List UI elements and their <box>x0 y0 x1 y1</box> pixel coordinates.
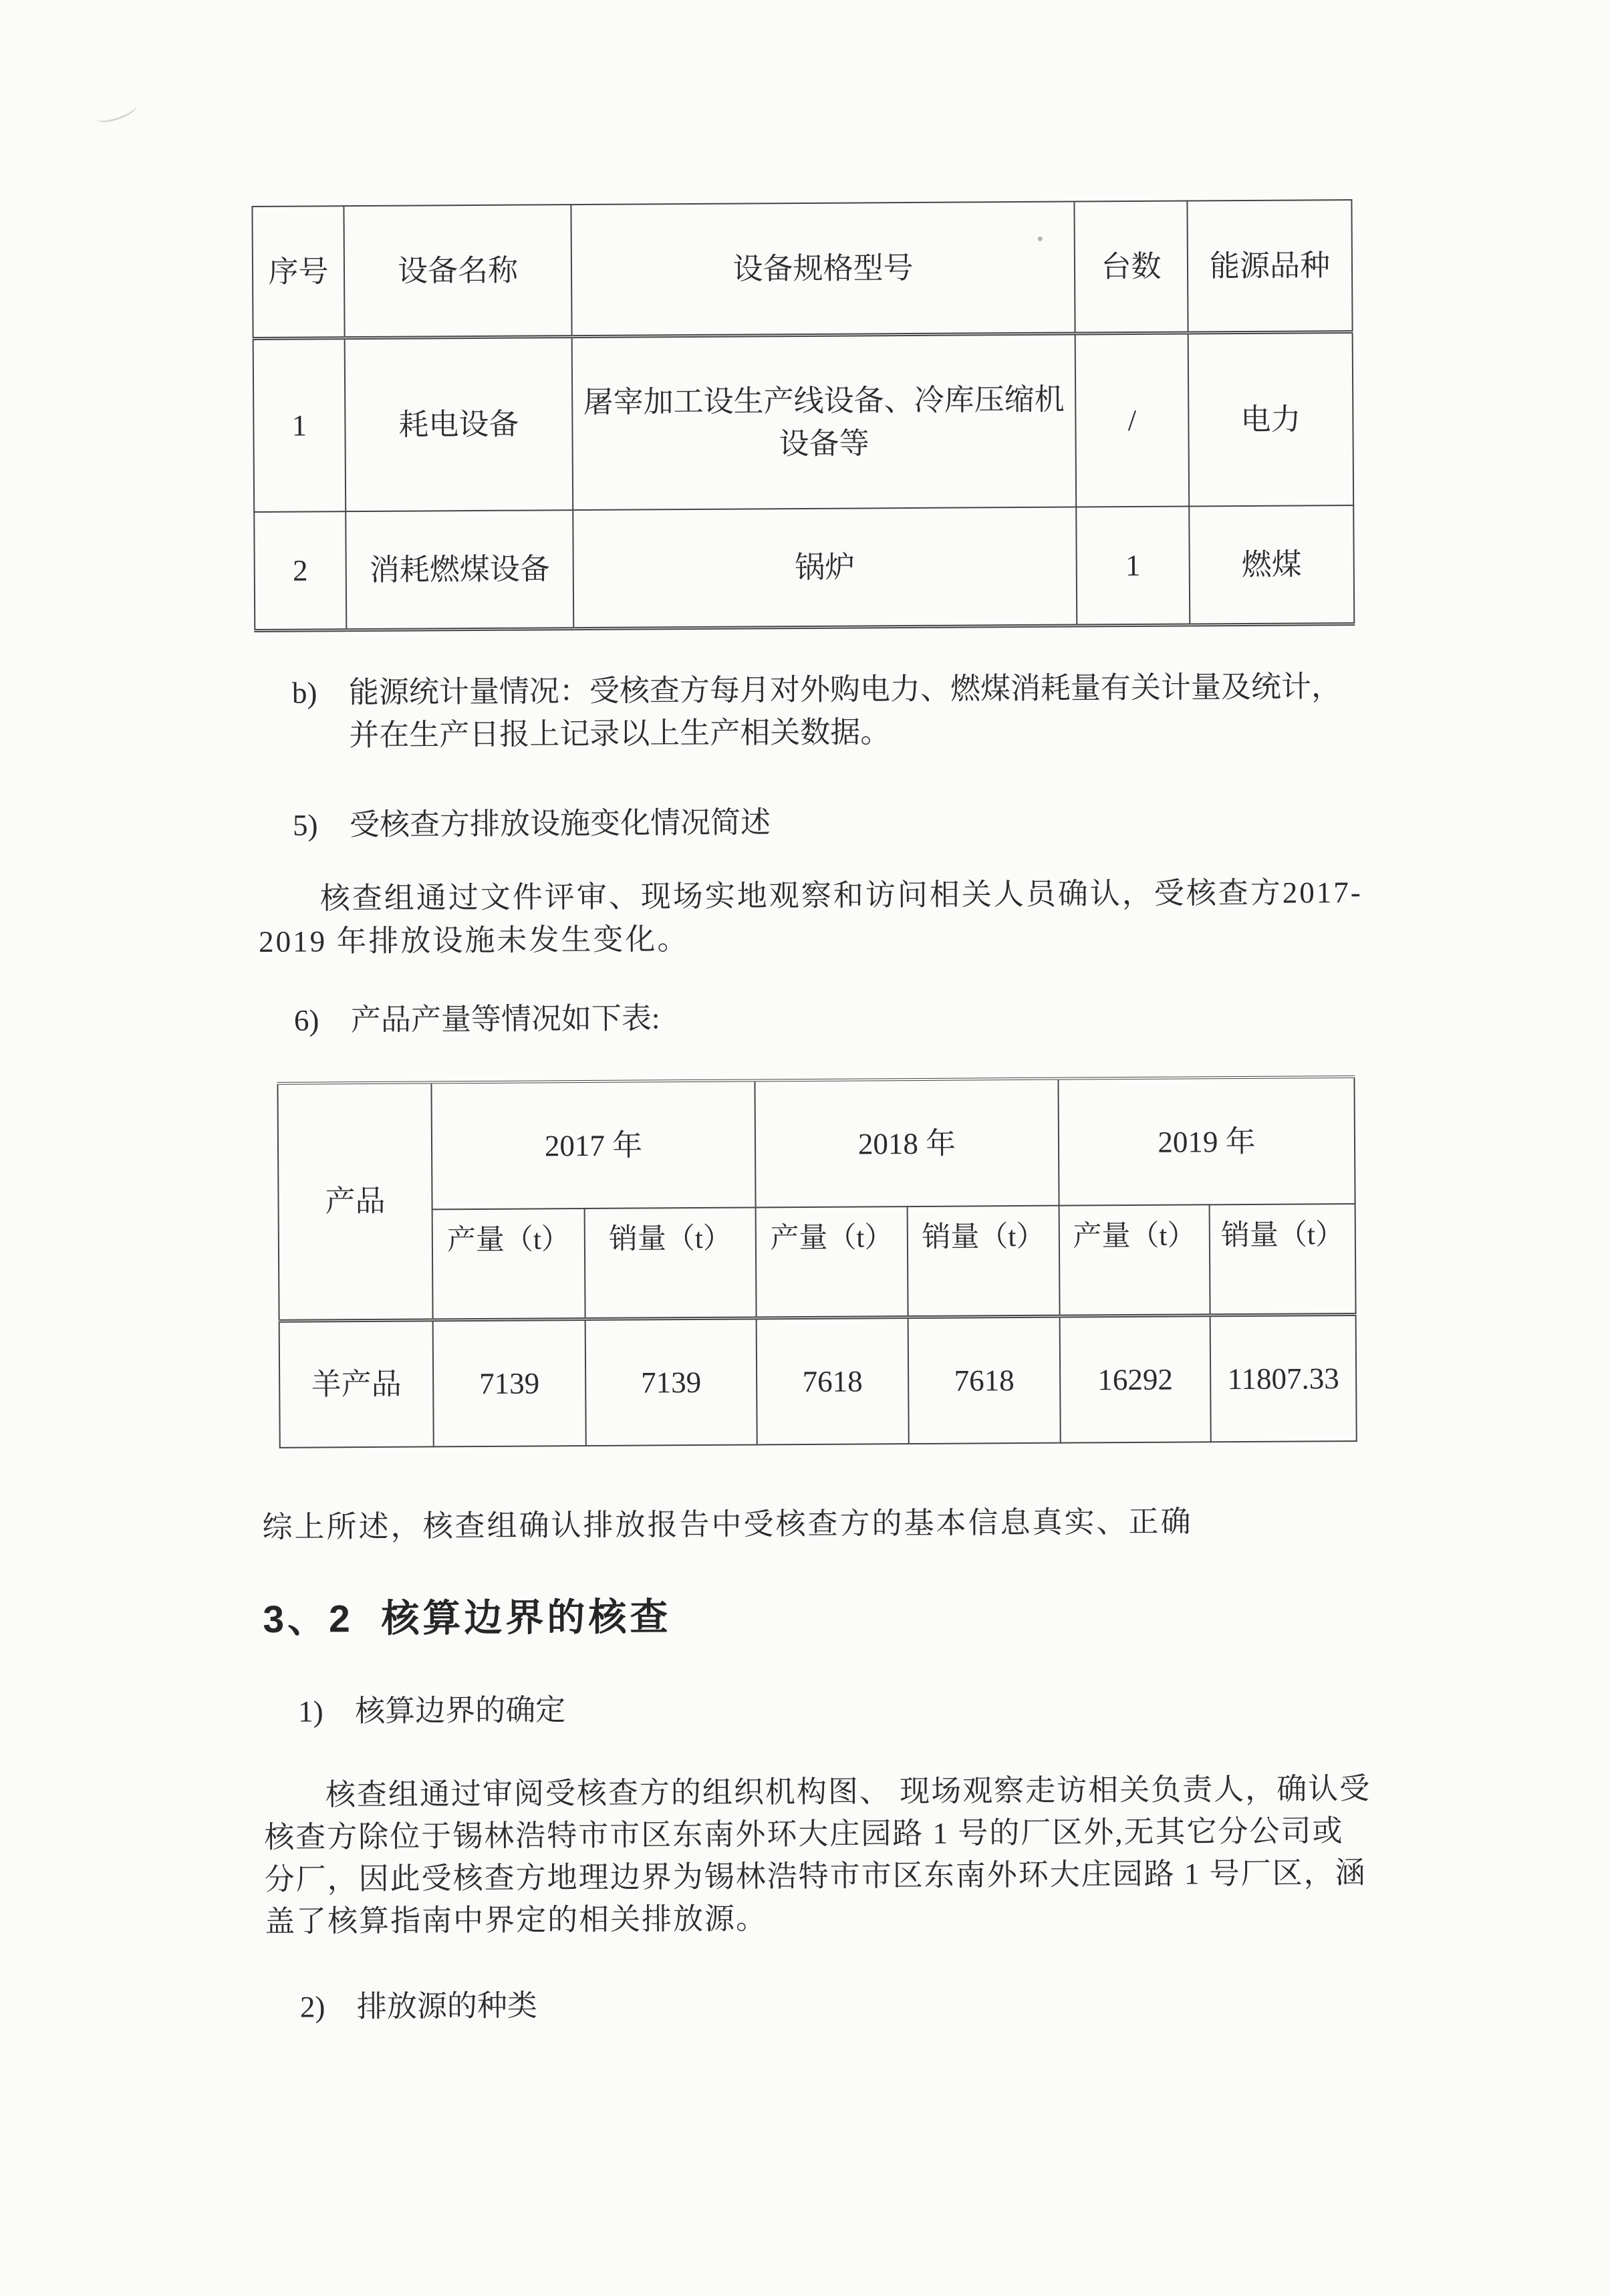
cell-value: 7618 <box>908 1316 1061 1444</box>
list-item-1 <box>298 1688 565 1733</box>
item-text: 能源统计量情况：受核查方每月对外购电力、燃煤消耗量有关计量及统计，并在生产日报上记录以上生产相关数据。 <box>348 670 1342 753</box>
item-label: 6) <box>293 1003 319 1037</box>
year-2018-cell: 2018 年 <box>755 1079 1059 1208</box>
header-unit-count: 台数 <box>1074 201 1188 333</box>
header-equipment-spec: 设备规格型号 <box>571 202 1075 337</box>
subheader-output: 产量（t） <box>1059 1204 1210 1315</box>
cell-serial-no: 1 <box>253 338 346 512</box>
product-table <box>277 1075 1357 1448</box>
cell-value: 7139 <box>585 1317 757 1446</box>
cell-equipment-spec: 屠宰加工设生产线设备、冷库压缩机设备等 <box>572 334 1077 511</box>
cell-value: 16292 <box>1060 1315 1211 1442</box>
item-label: 5) <box>292 808 318 842</box>
subheader-sales: 销量（t） <box>585 1207 757 1319</box>
year-2019-cell: 2019 年 <box>1058 1077 1355 1206</box>
table-row <box>253 332 1354 512</box>
item-label: 1) <box>298 1694 323 1729</box>
item-label: b) <box>291 676 317 710</box>
header-equipment-name: 设备名称 <box>344 205 571 338</box>
paragraph-facility-change: 核查组通过文件评审、现场实地观察和访问相关人员确认，受核查方2017-2019 年排放设施未发生变化。 <box>258 875 1363 959</box>
product-table-year-row <box>277 1077 1355 1210</box>
cell-equipment-spec: 锅炉 <box>573 507 1077 629</box>
subheader-output: 产量（t） <box>432 1208 585 1319</box>
equipment-table <box>251 199 1355 632</box>
subheader-sales: 销量（t） <box>1210 1204 1356 1315</box>
paragraph-boundary: 核查组通过审阅受核查方的组织机构图、 现场观察走访相关负责人，确认受核查方除位于锡林浩特市市区东南外环大庄园路 1 号的厂区外,无其它分公司或分厂，因此受核查方地理边界为锡林浩特市市区东南外环大庄园路 1 号厂区，涵盖了核算指南中界定的相关排放源。 <box>264 1771 1371 1938</box>
list-item-2 <box>300 1984 537 2028</box>
item-text: 排放源的种类 <box>356 1989 538 2024</box>
item-label: 2) <box>299 1990 325 2024</box>
cell-equipment-name: 消耗燃煤设备 <box>346 510 573 630</box>
paragraph-summary: 综上所述，核查组确认排放报告中受核查方的基本信息真实、正确 <box>262 1505 1193 1544</box>
list-item-5 <box>293 801 771 846</box>
item-text: 受核查方排放设施变化情况简述 <box>349 805 771 842</box>
cell-value: 7139 <box>433 1319 586 1446</box>
scan-artifact <box>94 98 139 126</box>
header-serial-no: 序号 <box>252 206 344 338</box>
cell-equipment-name: 耗电设备 <box>345 336 573 511</box>
corner-product-cell: 产品 <box>277 1082 432 1320</box>
subheader-output: 产量（t） <box>756 1206 908 1317</box>
year-2017-cell: 2017 年 <box>431 1080 755 1209</box>
equipment-table-header-row <box>252 200 1352 338</box>
cell-unit-count: / <box>1075 332 1190 507</box>
table-row <box>279 1314 1357 1448</box>
item-text: 核算边界的确定 <box>355 1693 566 1729</box>
section-heading: 3、2 核算边界的核查 <box>263 1596 672 1641</box>
cell-value: 11807.33 <box>1210 1314 1357 1442</box>
cell-value: 7618 <box>757 1317 909 1444</box>
subheader-sales: 销量（t） <box>908 1206 1060 1317</box>
cell-energy-type: 燃煤 <box>1189 505 1354 624</box>
list-item-b <box>292 665 1366 757</box>
cell-serial-no: 2 <box>254 511 346 630</box>
cell-product-name: 羊产品 <box>279 1319 434 1447</box>
cell-energy-type: 电力 <box>1188 332 1354 506</box>
table-row <box>254 505 1354 630</box>
item-text: 产品产量等情况如下表: <box>350 1001 660 1037</box>
cell-unit-count: 1 <box>1076 506 1190 625</box>
header-energy-type: 能源品种 <box>1187 200 1352 332</box>
product-table-subheader-row <box>279 1204 1356 1321</box>
list-item-6 <box>294 997 660 1041</box>
